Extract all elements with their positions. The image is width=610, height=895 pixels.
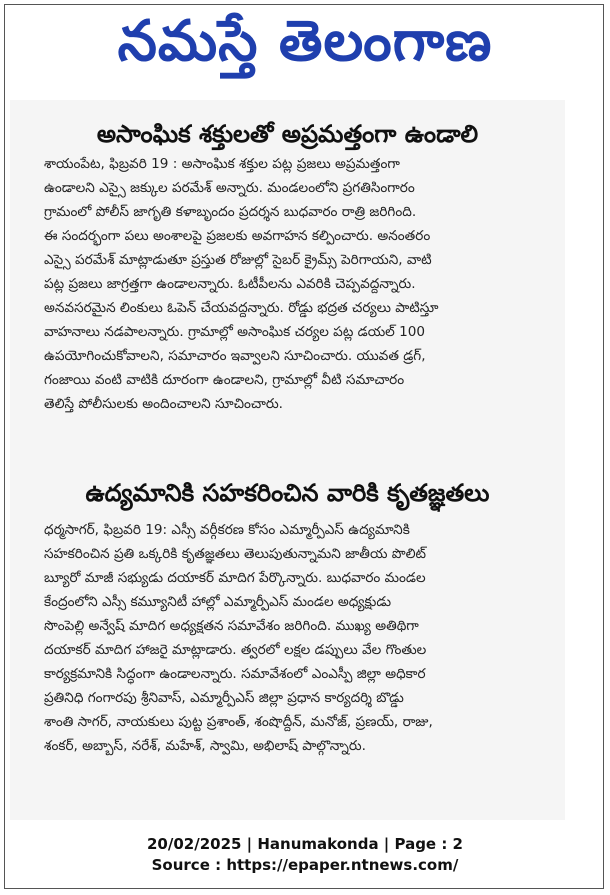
article-1-line: గ్రామంలో పోలీస్ జాగృతి కళాబృందం ప్రదర్శన బుధవారం రాత్రి జరిగింది.	[44, 204, 417, 220]
article-1-line: ఈ సందర్భంగా పలు అంశాలపై ప్రజలకు అవగాహన కల్పించారు. అనంతరం	[44, 228, 431, 244]
article-2-line: బ్యూరో మాజీ సభ్యుడు దయాకర్ మాదిగ పేర్కొన్నారు. బుధవారం మండల	[44, 570, 426, 586]
article-1-line: అనవసరమైన లింకులు ఓపెన్ చేయవద్దన్నారు. రోడ్డు భద్రత చర్యలు పాటిస్తూ	[44, 300, 439, 316]
article-2-line: సొంపెల్లి అన్వేష్ మాదిగ అధ్యక్షతన సమావేశం జరిగింది. ముఖ్య అతిథిగా	[44, 618, 419, 634]
article-2-body	[44, 518, 554, 758]
article-1-line: పట్ల ప్రజలు జాగ్రత్తగా ఉండాలన్నారు. ఓటీపీలను ఎవరికి చెప్పవద్దన్నారు.	[44, 276, 416, 292]
article-1-line: గంజాయి వంటి వాటికి దూరంగా ఉండాలని, గ్రామాల్లో వీటి సమాచారం	[44, 372, 405, 388]
article-2-line: ప్రతినిధి గంగారపు శ్రీనివాస్, ఎమ్మార్పీఎస్ జిల్లా ప్రధాన కార్యదర్శి బొడ్డు	[44, 690, 404, 706]
article-2-line: దయాకర్ మాదిగ హాజరై మాట్లాడారు. త్వరలో లక్షల డప్పులు వేల గొంతుల	[44, 642, 427, 658]
article-1-headline: అసాంఘిక శక్తులతో అప్రమత్తంగా ఉండాలి	[96, 120, 479, 148]
article-2-line: శంకర్, అబ్బాస్, నరేశ్, మహేశ్, స్వామి, అభిలాష్ పాల్గొన్నారు.	[44, 738, 366, 754]
article-2-line: కార్యక్రమానికి సిద్ధంగా ఉండాలన్నారు. సమావేశంలో ఎంఎస్పీ జిల్లా అధికార	[44, 666, 426, 682]
footer-date-edition-page: 20/02/2025 | Hanumakonda | Page : 2	[146, 835, 463, 853]
article-2-headline: ఉద్యమానికి సహకరించిన వారికి కృతజ్ఞతలు	[85, 479, 490, 507]
article-1-body	[44, 152, 554, 416]
newspaper-masthead: నమస్తే తెలంగాణ	[117, 9, 493, 74]
article-clipping	[10, 100, 565, 820]
article-1-line: ఉండాలని ఎస్సై జక్కుల పరమేశ్ అన్నారు. మండలంలోని ప్రగతిసింగారం	[44, 180, 415, 196]
article-2-line: శాంతి సాగర్, నాయకులు పుట్ట ప్రశాంత్, శంషొద్దీన్, మనోజ్, ప్రణయ్, రాజు,	[44, 714, 433, 730]
article-1-line: తెలిస్తే పోలీసులకు అందించాలని సూచించారు.	[44, 396, 283, 412]
article-1-line: శాయంపేట, ఫిబ్రవరి 19 : అసాంఘిక శక్తుల పట్ల ప్రజలు అప్రమత్తంగా	[44, 156, 400, 172]
article-2-line: సహకరించిన ప్రతి ఒక్కరికి కృతజ్ఞతలు తెలుపుతున్నామని జాతీయ పొలిట్	[44, 546, 427, 562]
article-1-line: ఎస్సై పరమేశ్ మాట్లాడుతూ ప్రస్తుత రోజుల్లో సైబర్ క్రైమ్స్ పెరిగాయని, వాటి	[44, 252, 432, 268]
article-2-line: కేంద్రంలోని ఎస్సీ కమ్యూనిటీ హాల్లో ఎమ్మార్పీఎస్ మండల అధ్యక్షుడు	[44, 594, 392, 610]
article-1-line: వాహనాలు నడపాలన్నారు. గ్రామాల్లో అసాంఘిక చర్యల పట్ల డయల్ 100	[44, 324, 426, 340]
article-2-line: ధర్మసాగర్, ఫిబ్రవరి 19: ఎస్సీ వర్గీకరణ కోసం ఎమ్మార్పీఎస్ ఉద్యమానికి	[44, 522, 410, 538]
article-1-line: ఉపయోగించుకోవాలని, సమాచారం ఇవ్వాలని సూచించారు. యువత డ్రగ్,	[44, 348, 426, 364]
footer-source-link: Source : https://epaper.ntnews.com/	[151, 856, 459, 874]
